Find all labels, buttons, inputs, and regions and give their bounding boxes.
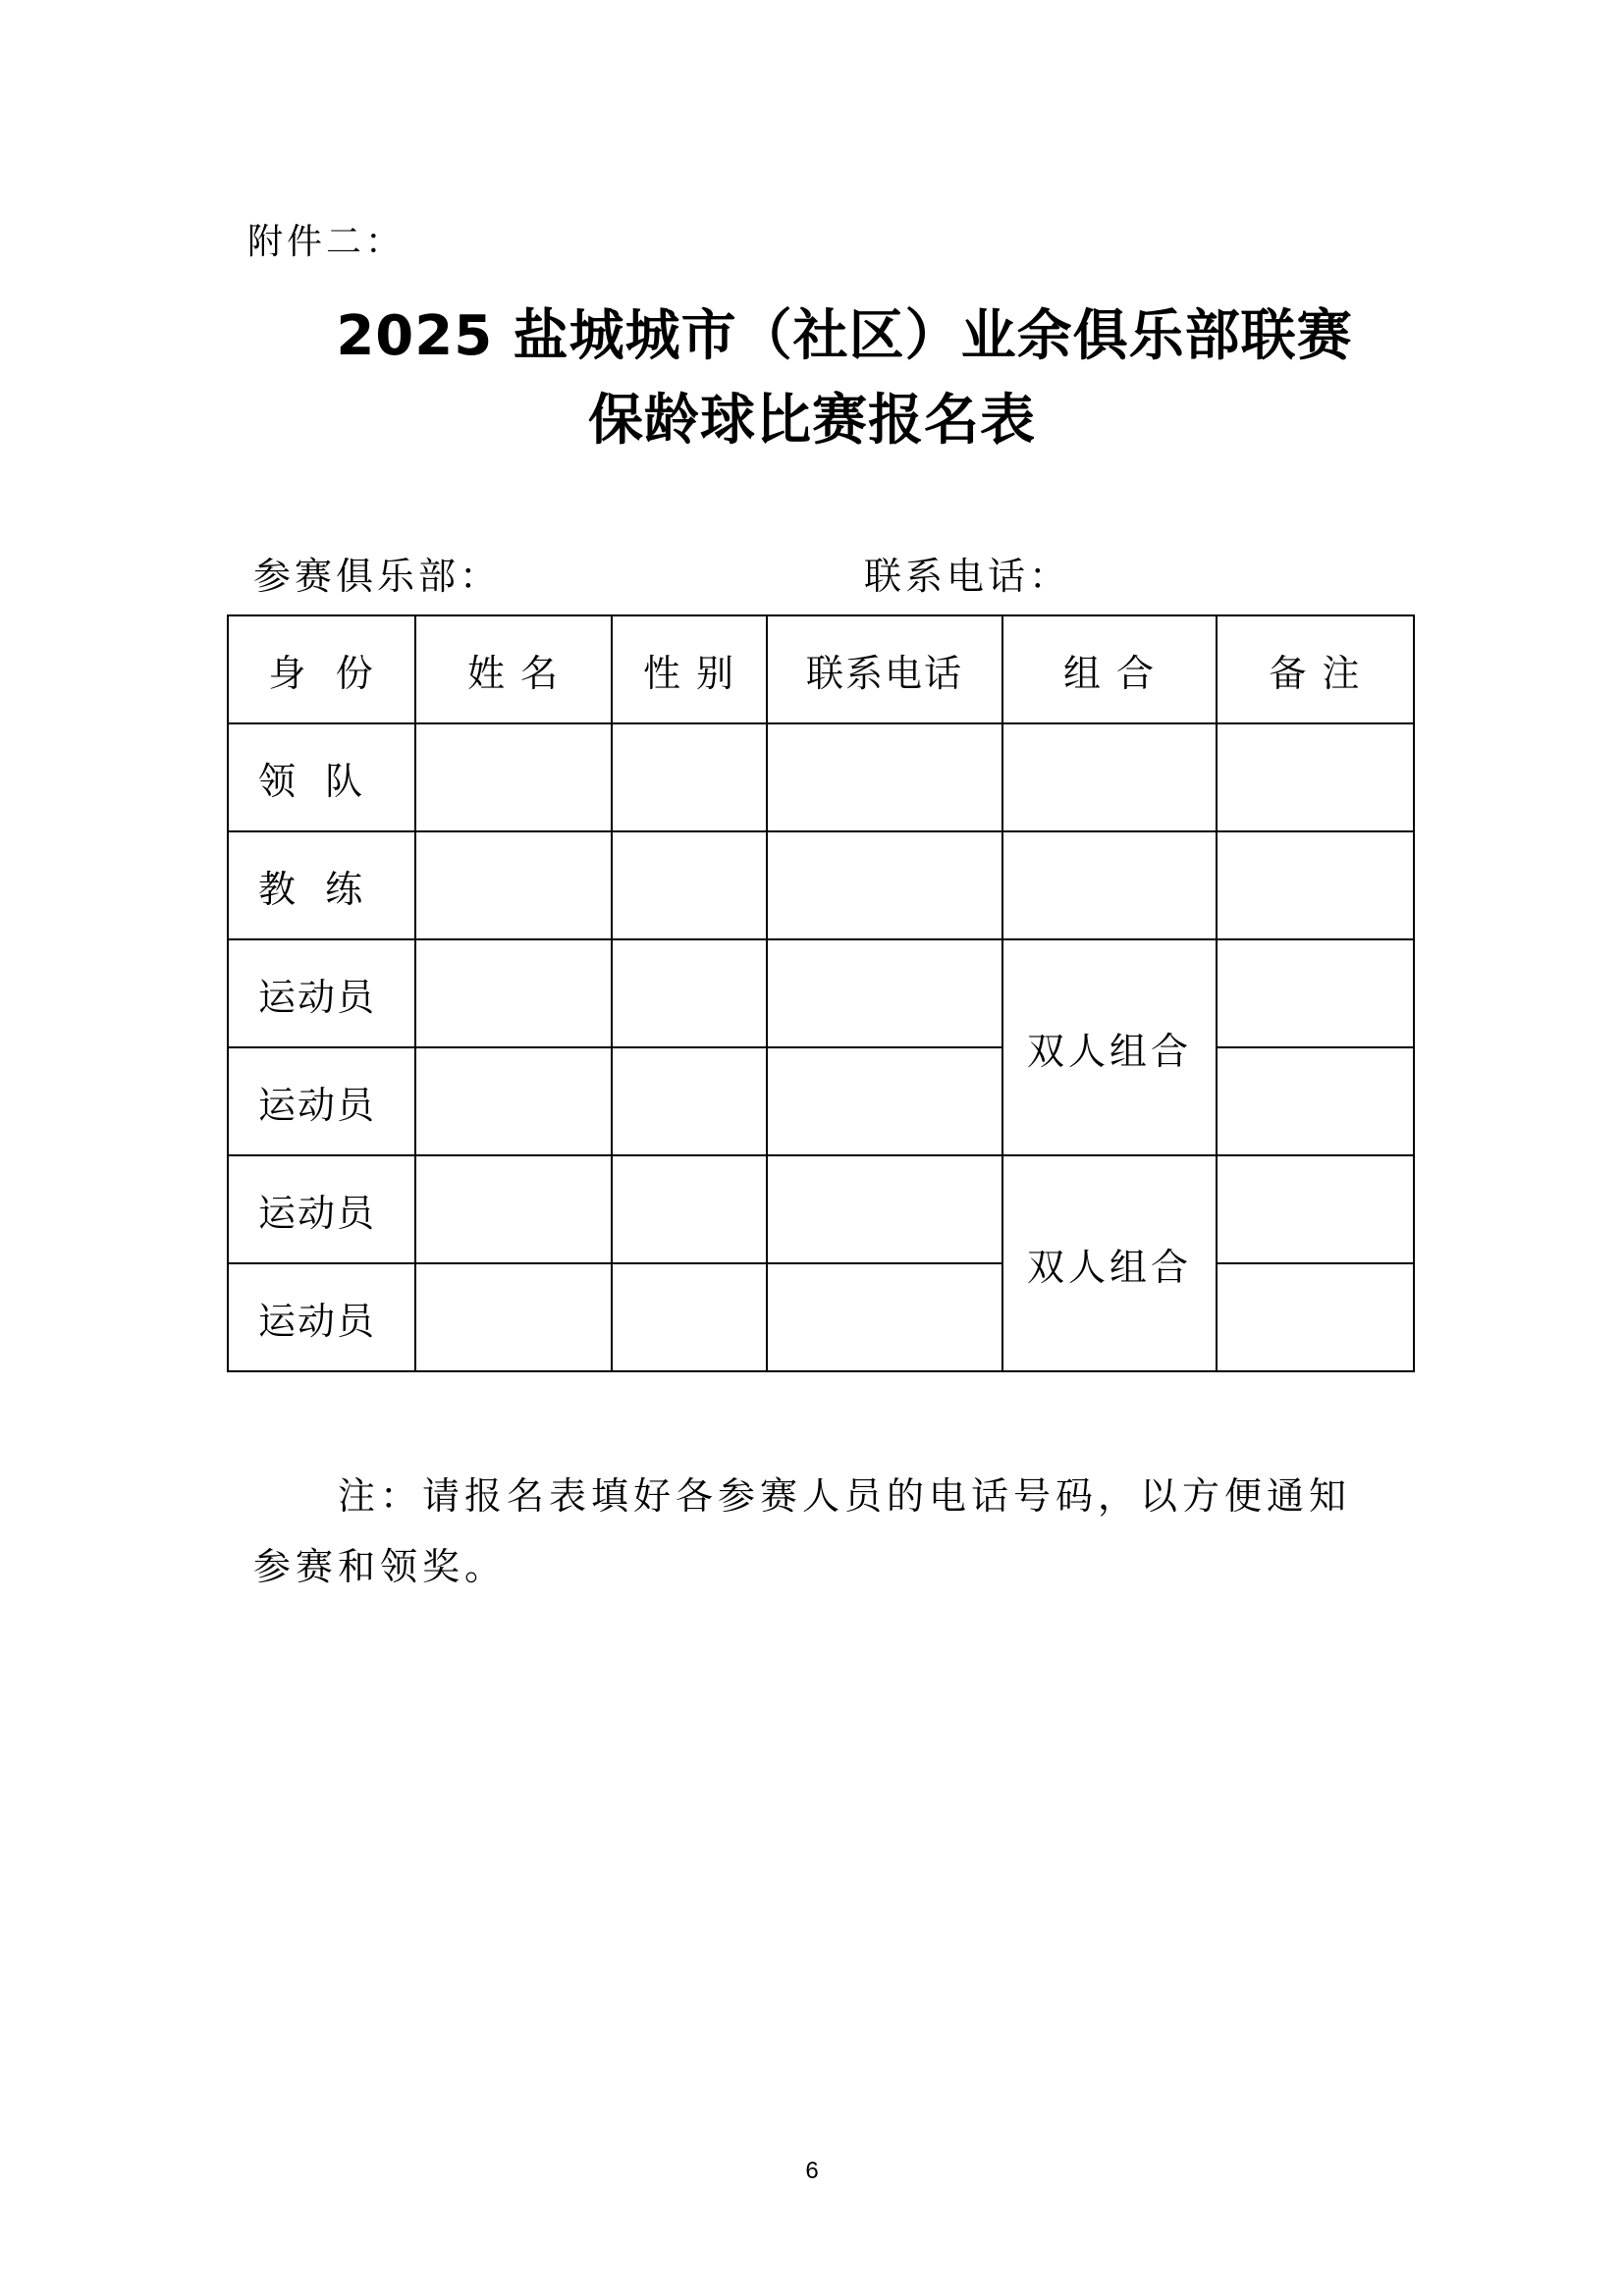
header-gender: 性 别 xyxy=(612,615,767,723)
phone-cell[interactable] xyxy=(767,939,1002,1047)
remarks-cell[interactable] xyxy=(1217,723,1414,831)
phone-cell[interactable] xyxy=(767,1047,1002,1155)
phone-cell[interactable] xyxy=(767,723,1002,831)
role-cell: 运动员 xyxy=(228,939,415,1047)
note-paragraph: 注：请报名表填好各参赛人员的电话号码，以方便通知参赛和领奖。 xyxy=(253,1474,1352,1588)
combination-cell-doubles: 双人组合 xyxy=(1002,1155,1217,1371)
header-role: 身 份 xyxy=(228,615,415,723)
form-title-line-1: 2025 盐城城市（社区）业余俱乐部联赛 xyxy=(336,304,1353,368)
gender-cell[interactable] xyxy=(612,831,767,939)
remarks-cell[interactable] xyxy=(1217,1263,1414,1371)
table-row xyxy=(228,1155,1414,1263)
header-name: 姓 名 xyxy=(415,615,612,723)
phone-cell[interactable] xyxy=(767,831,1002,939)
name-cell[interactable] xyxy=(415,831,612,939)
phone-field-label: 联系电话： xyxy=(864,555,1071,598)
role-cell: 运动员 xyxy=(228,1155,415,1263)
table-row xyxy=(228,723,1414,831)
table-row xyxy=(228,1047,1414,1155)
gender-cell[interactable] xyxy=(612,1047,767,1155)
header-combination: 组 合 xyxy=(1002,615,1217,723)
phone-cell[interactable] xyxy=(767,1263,1002,1371)
header-phone: 联系电话 xyxy=(767,615,1002,723)
phone-cell[interactable] xyxy=(767,1155,1002,1263)
role-cell: 领 队 xyxy=(228,723,415,831)
remarks-cell[interactable] xyxy=(1217,831,1414,939)
role-cell: 教 练 xyxy=(228,831,415,939)
table-row xyxy=(228,831,1414,939)
name-cell[interactable] xyxy=(415,723,612,831)
combination-cell[interactable] xyxy=(1002,723,1217,831)
form-title-line-2: 保龄球比赛报名表 xyxy=(588,389,1036,453)
remarks-cell[interactable] xyxy=(1217,1047,1414,1155)
gender-cell[interactable] xyxy=(612,939,767,1047)
attachment-label: 附件二： xyxy=(247,222,406,262)
name-cell[interactable] xyxy=(415,1047,612,1155)
combination-cell[interactable] xyxy=(1002,831,1217,939)
table-row xyxy=(228,939,1414,1047)
gender-cell[interactable] xyxy=(612,1155,767,1263)
name-cell[interactable] xyxy=(415,939,612,1047)
gender-cell[interactable] xyxy=(612,723,767,831)
remarks-cell[interactable] xyxy=(1217,1155,1414,1263)
role-cell: 运动员 xyxy=(228,1263,415,1371)
name-cell[interactable] xyxy=(415,1263,612,1371)
role-cell: 运动员 xyxy=(228,1047,415,1155)
table-header-row xyxy=(228,615,1414,723)
header-remarks: 备 注 xyxy=(1217,615,1414,723)
gender-cell[interactable] xyxy=(612,1263,767,1371)
registration-table xyxy=(227,614,1415,1372)
table-row xyxy=(228,1263,1414,1371)
combination-cell-doubles: 双人组合 xyxy=(1002,939,1217,1155)
name-cell[interactable] xyxy=(415,1155,612,1263)
page-number: 6 xyxy=(805,2158,819,2184)
club-field-label: 参赛俱乐部： xyxy=(253,555,502,598)
remarks-cell[interactable] xyxy=(1217,939,1414,1047)
